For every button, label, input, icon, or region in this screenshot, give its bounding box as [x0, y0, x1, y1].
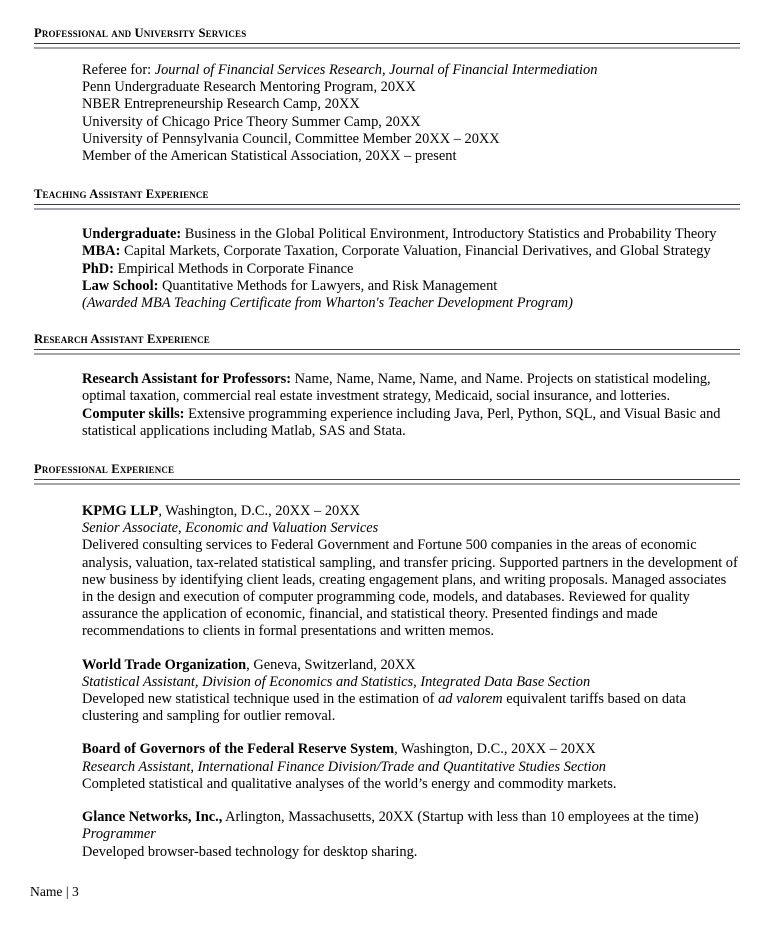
section-research-assistant-experience — [34, 332, 740, 440]
role-title — [82, 674, 740, 691]
list-item: NBER Entrepreneurship Research Camp, 20XX — [82, 96, 360, 113]
section-teaching-assistant-experience — [34, 187, 740, 312]
course-level-label: PhD: — [82, 260, 114, 277]
list-item — [82, 371, 740, 405]
course-list: Quantitative Methods for Lawyers, and Risk Management — [158, 277, 498, 294]
description-text: Completed statistical and qualitative analyses of the world’s energy and commodity markets. — [82, 775, 617, 792]
section-heading: Professional Experience — [34, 462, 175, 477]
course-level-label: Law School: — [82, 277, 159, 294]
list-item — [82, 295, 740, 312]
employer-meta: , Washington, D.C., 20XX – 20XX — [158, 503, 361, 520]
entry-description — [82, 537, 740, 640]
employer-name: World Trade Organization — [82, 656, 247, 673]
list-item: Penn Undergraduate Research Mentoring Program, 20XX — [82, 79, 416, 96]
page-footer: Name | 3 — [30, 884, 79, 899]
entry-description — [82, 844, 740, 861]
description-italic: ad valorem — [438, 691, 503, 708]
section-heading: Teaching Assistant Experience — [34, 187, 209, 202]
skills-label: Computer skills: — [82, 405, 185, 422]
experience-entry — [34, 741, 740, 793]
skills-text: Extensive programming experience including Java, Perl, Python, SQL, and Visual Basic and statistical applications including Matlab, SAS and Stata. — [82, 405, 721, 439]
list-item — [82, 243, 740, 260]
service-italic: Journal of Financial Services Research, Journal of Financial Intermediation — [154, 62, 598, 78]
employer-meta: Arlington, Massachusetts, 20XX (Startup with less than 10 employees at the time) — [222, 809, 699, 826]
role-title — [82, 520, 740, 537]
section-heading: Professional and University Services — [34, 26, 247, 40]
section-professional-university-services — [34, 26, 740, 165]
list-item — [82, 406, 740, 440]
experience-entry — [34, 503, 740, 641]
course-level-label: MBA: — [82, 243, 121, 260]
role-title — [82, 759, 740, 776]
section-professional-experience — [34, 462, 740, 861]
page-content — [34, 26, 740, 861]
research-list — [34, 371, 740, 440]
list-item — [82, 278, 740, 295]
course-level-label: Undergraduate: — [82, 226, 182, 243]
course-list: Business in the Global Political Environment, Introductory Statistics and Probability Theory — [181, 226, 717, 243]
list-item: University of Chicago Price Theory Summer Camp, 20XX — [82, 113, 421, 130]
description-text-post: equivalent tariffs based on data clustering and sampling for outlier removal. — [82, 691, 686, 725]
employer-line — [82, 657, 740, 674]
employer-line — [82, 503, 740, 520]
employer-name: Board of Governors of the Federal Reserve System — [82, 741, 395, 758]
teaching-list — [34, 226, 740, 312]
list-item — [82, 261, 740, 278]
employer-name: Glance Networks, Inc., — [82, 809, 223, 826]
experience-entry — [34, 809, 740, 861]
research-label: Research Assistant for Professors: — [82, 371, 292, 388]
employer-meta: , Geneva, Switzerland, 20XX — [246, 656, 416, 673]
teaching-award-note: (Awarded MBA Teaching Certificate from Wharton's Teacher Development Program) — [82, 295, 573, 312]
list-item — [82, 226, 740, 243]
entry-description — [82, 691, 740, 725]
role-title-text: Statistical Assistant, Division of Economics and Statistics, Integrated Data Base Section — [82, 673, 591, 690]
description-text: Delivered consulting services to Federal Government and Fortune 500 companies in the areas of economic analysis, valuation, tax-related statistical sampling, and transfer pricing. Supported partners in the development of new business by identifying client leads, creating engagement plans, and writing proposals. Managed associates in the design and execution of computer programming code, models, and databases. Reviewed for quality assurance the application of economic, financial, and statistical theory. Presented findings and made recommendations to clients in formal presentations and written memos. — [82, 537, 738, 640]
list-item — [82, 62, 740, 79]
role-title-text: Research Assistant, International Finance Division/Trade and Quantitative Studies Section — [82, 758, 606, 775]
description-text: Developed new statistical technique used in the estimation of — [82, 691, 439, 708]
role-title-text: Senior Associate, Economic and Valuation Services — [82, 520, 379, 537]
list-item: Member of the American Statistical Association, 20XX – present — [82, 148, 457, 165]
service-text: Referee for: — [82, 62, 155, 78]
course-list: Empirical Methods in Corporate Finance — [113, 260, 354, 277]
research-text: Name, Name, Name, Name, and Name. Projects on statistical modeling, optimal taxation, commercial real estate investment strategy, Medicaid, social insurance, and lotteries. — [82, 371, 711, 405]
list-item: University of Pennsylvania Council, Committee Member 20XX – 20XX — [82, 130, 500, 147]
role-title-text: Programmer — [82, 826, 156, 843]
employer-line — [82, 741, 740, 758]
description-text: Developed browser-based technology for desktop sharing. — [82, 843, 418, 860]
employer-meta: , Washington, D.C., 20XX – 20XX — [394, 741, 596, 758]
employer-line — [82, 809, 740, 826]
role-title — [82, 826, 740, 843]
services-list — [34, 62, 740, 165]
section-heading: Research Assistant Experience — [34, 332, 210, 347]
experience-entry — [34, 657, 740, 726]
course-list: Capital Markets, Corporate Taxation, Corporate Valuation, Financial Derivatives, and Global Strategy — [120, 243, 711, 260]
entry-description — [82, 776, 740, 793]
employer-name: KPMG LLP — [82, 503, 159, 520]
